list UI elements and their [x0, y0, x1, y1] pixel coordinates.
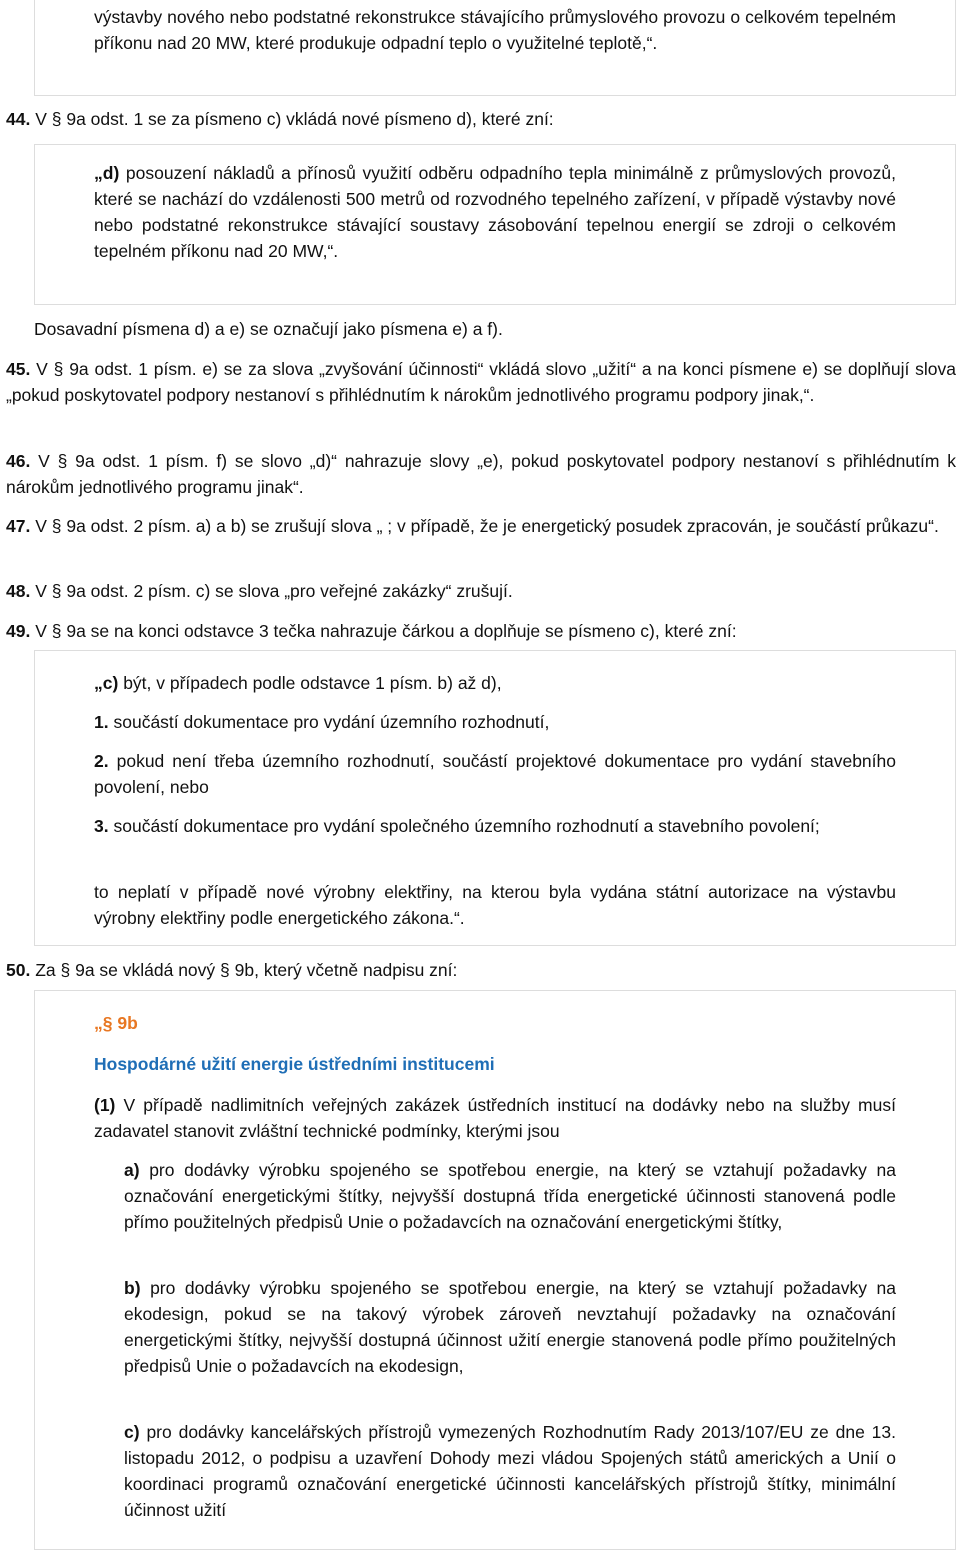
closing-sentence: to neplatí v případě nové výrobny elektřiny, na kterou byla vydána státní autorizace na výstavbu výrobny elektřiny podle energetického zákona.“.	[94, 882, 896, 928]
item-text: součástí dokumentace pro vydání územního rozhodnutí,	[113, 712, 550, 732]
letter-c	[94, 670, 896, 696]
amendment-number: 47.	[6, 516, 31, 536]
letter-lead: a)	[124, 1160, 140, 1180]
letter-c-text: být, v případech podle odstavce 1 písm. b) až d),	[123, 673, 502, 693]
amendment-text: Za § 9a se vkládá nový § 9b, který včetně nadpisu zní:	[35, 960, 458, 980]
amendment-text: V § 9a se na konci odstavce 3 tečka nahrazuje čárkou a doplňuje se písmeno c), které zní:	[35, 621, 737, 641]
amendment-text: V § 9a odst. 1 písm. f) se slovo „d)“ nahrazuje slovy „e), pokud poskytovatel podpory nestanoví s přihlédnutím k nárokům jednotlivého programu jinak“.	[6, 451, 956, 497]
amendment-45	[6, 356, 956, 408]
item-3	[94, 813, 896, 839]
section-9b-title: „§ 9b	[94, 1013, 138, 1033]
section-heading: Hospodárné užití energie ústředními institucemi	[94, 1054, 495, 1074]
paragraph-number: (1)	[94, 1095, 116, 1115]
letter-c-9b	[124, 1419, 896, 1523]
letter-lead: b)	[124, 1278, 141, 1298]
amendment-text: V § 9a odst. 1 písm. e) se za slova „zvyšování účinnosti“ vkládá slovo „užití“ a na konci písmene e) se doplňují slova „pokud poskytovatel podpory nestanoví s přihlédnutím k nárokům jednotlivého programu podpory jinak,“.	[6, 359, 956, 405]
paragraph-1	[94, 1092, 896, 1144]
letter-c-lead: „c)	[94, 673, 119, 693]
item-number: 2.	[94, 751, 109, 771]
quote-text-top: výstavby nového nebo podstatné rekonstrukce stávajícího průmyslového provozu o celkovém tepelném příkonu nad 20 MW, které produkuje odpadní teplo o využitelné teplotě,“.	[94, 7, 896, 53]
amendment-44	[6, 106, 946, 132]
amendment-49	[6, 618, 956, 644]
amendment-text: V § 9a odst. 2 písm. c) se slova „pro veřejné zakázky“ zrušují.	[35, 581, 513, 601]
amendment-number: 48.	[6, 581, 31, 601]
letter-text: pro dodávky kancelářských přístrojů vymezených Rozhodnutím Rady 2013/107/EU ze dne 13. listopadu 2012, o podpisu a uzavření Dohody mezi vládou Spojených států amerických a Unií o koordinaci programů označování energetické účinnosti kancelářských přístrojů štítky, minimální účinnost užití	[124, 1422, 896, 1520]
item-1	[94, 709, 896, 735]
letter-text: pro dodávky výrobku spojeného se spotřebou energie, na který se vztahují požadavky na ekodesign, pokud se na takový výrobek zároveň nevztahují požadavky na označování energetickými štítky, nejvyšší dostupná účinnost užití energie stanovená podle přímo použitelných předpisů Unie o požadavcích na ekodesign,	[124, 1278, 896, 1376]
item-2	[94, 748, 896, 800]
amendment-number: 49.	[6, 621, 31, 641]
letter-d-text: posouzení nákladů a přínosů využití odběru odpadního tepla minimálně z průmyslových provozů, které se nachází do vzdálenosti 500 metrů od rozvodného tepelného zařízení, v případě výstavby nové nebo podstatné rekonstrukce stávající soustavy zásobování tepelnou energií se zdroji o celkovém tepelném příkonu nad 20 MW,“.	[94, 163, 896, 261]
letter-d-lead: „d)	[94, 163, 120, 183]
letter-lead: c)	[124, 1422, 140, 1442]
amendment-50	[6, 957, 956, 983]
letter-a	[124, 1157, 896, 1235]
letter-text: pro dodávky výrobku spojeného se spotřebou energie, na který se vztahují požadavky na označování energetickými štítky, nejvyšší dostupná třída energetické účinnosti stanovená podle přímo použitelných předpisů Unie o požadavcích na označování energetickými štítky,	[124, 1160, 896, 1232]
amendment-46	[6, 448, 956, 500]
item-text: pokud není třeba územního rozhodnutí, součástí projektové dokumentace pro vydání stavebního povolení, nebo	[94, 751, 896, 797]
item-number: 3.	[94, 816, 109, 836]
amendment-text: V § 9a odst. 1 se za písmeno c) vkládá nové písmeno d), které zní:	[35, 109, 554, 129]
amendment-text: V § 9a odst. 2 písm. a) a b) se zrušují slova „ ; v případě, že je energetický posudek zpracován, je součástí průkazu“.	[35, 516, 939, 536]
amendment-number: 46.	[6, 451, 31, 471]
amendment-number: 50.	[6, 960, 31, 980]
renumber-note: Dosavadní písmena d) a e) se označují jako písmena e) a f).	[34, 319, 503, 339]
quote-text-d	[94, 160, 896, 264]
amendment-48	[6, 578, 956, 604]
amendment-47	[6, 513, 956, 539]
item-number: 1.	[94, 712, 109, 732]
amendment-number: 44.	[6, 109, 31, 129]
item-text: součástí dokumentace pro vydání společného územního rozhodnutí a stavebního povolení;	[113, 816, 820, 836]
paragraph-text: V případě nadlimitních veřejných zakázek ústředních institucí na dodávky nebo na služby musí zadavatel stanovit zvláštní technické podmínky, kterými jsou	[94, 1095, 896, 1141]
amendment-number: 45.	[6, 359, 31, 379]
letter-b	[124, 1275, 896, 1379]
